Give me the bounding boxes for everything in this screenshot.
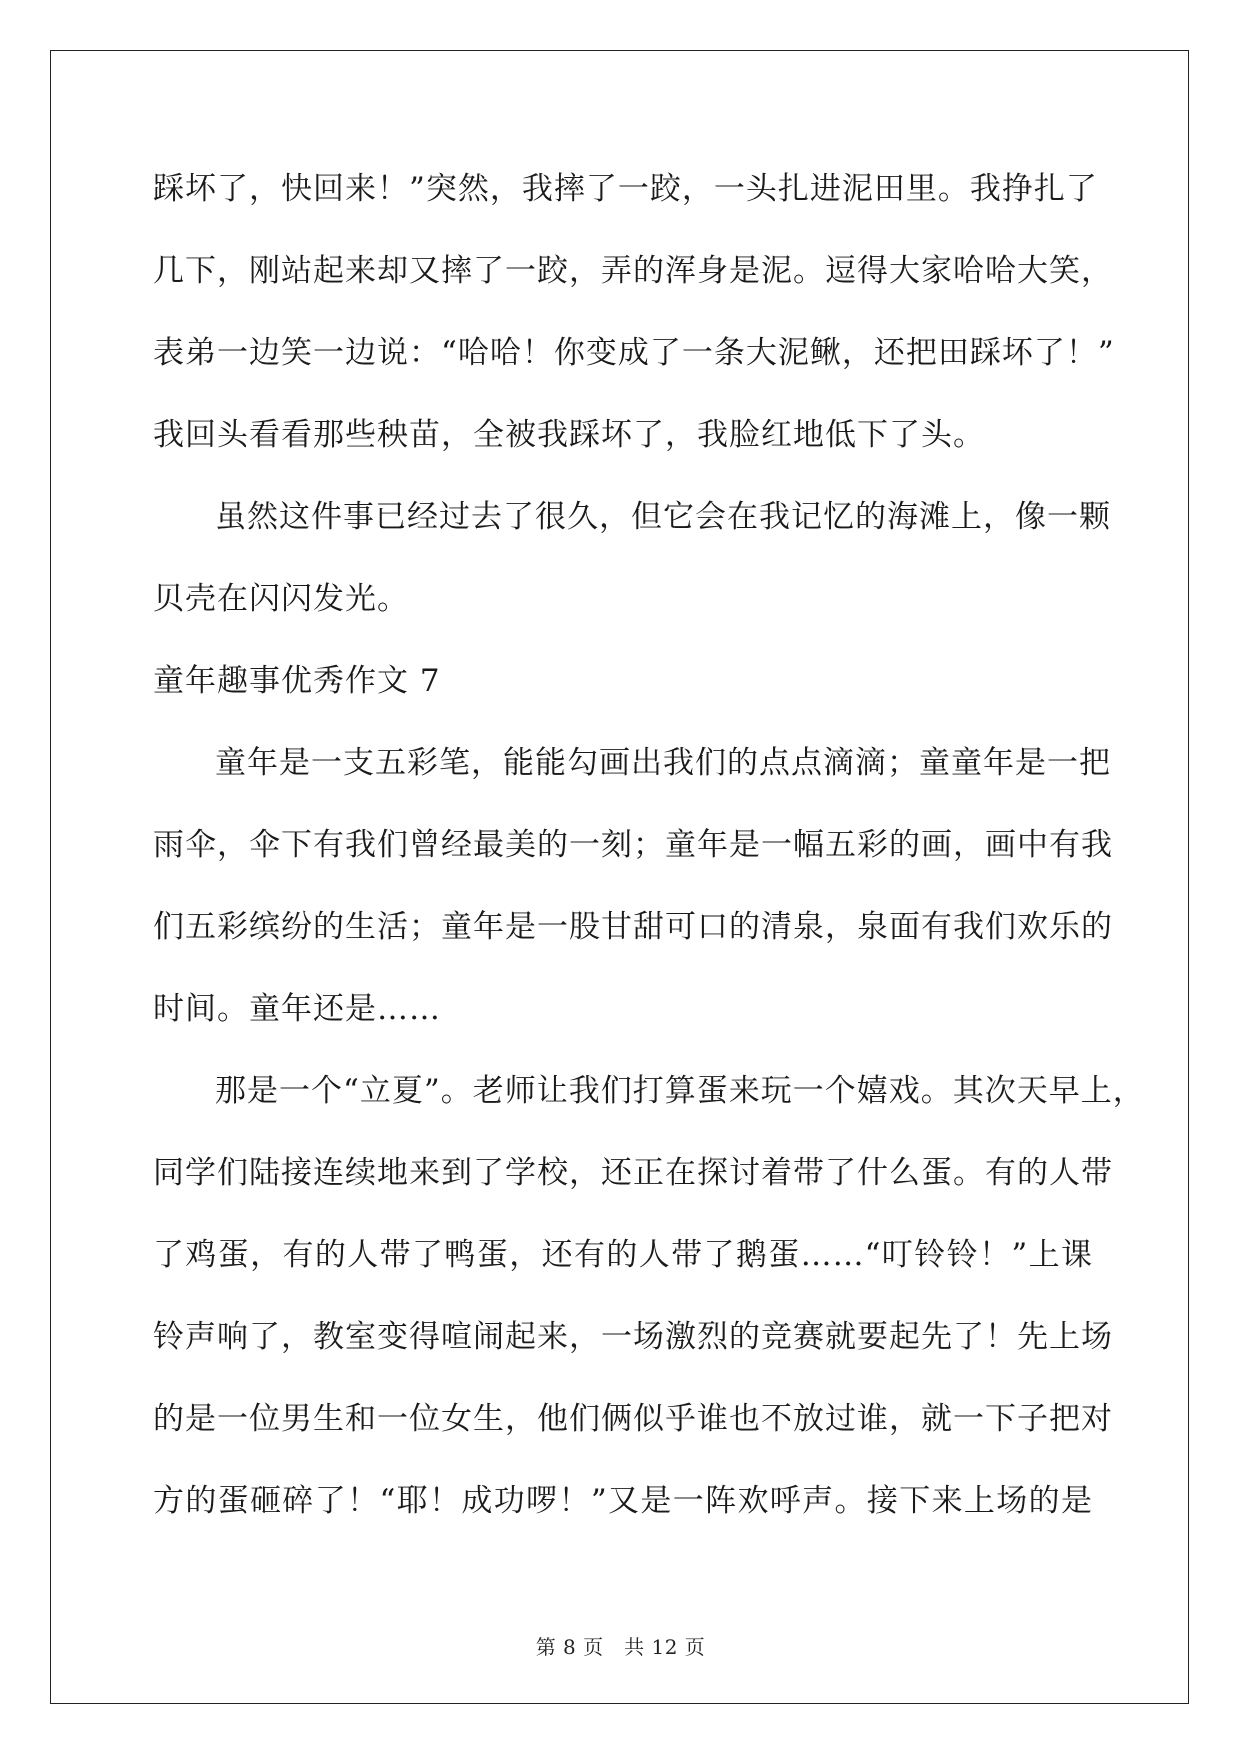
text-line: 踩坏了，快回来！”突然，我摔了一跤，一头扎进泥田里。我挣扎了: [153, 171, 1098, 207]
text-line: 的是一位男生和一位女生，他们俩似乎谁也不放过谁，就一下子把对: [153, 1401, 1113, 1437]
text-line: 我回头看看那些秧苗，全被我踩坏了，我脸红地低下了头。: [153, 417, 985, 453]
document-body: [153, 148, 1145, 1542]
text-line: 时间。童年还是……: [153, 991, 441, 1027]
text-line: 贝壳在闪闪发光。: [153, 581, 409, 617]
text-line: 了鸡蛋，有的人带了鸭蛋，还有的人带了鹅蛋……“叮铃铃！”上课: [153, 1237, 1093, 1273]
text-line: 几下，刚站起来却又摔了一跤，弄的浑身是泥。逗得大家哈哈大笑，: [153, 253, 1113, 289]
text-line: 们五彩缤纷的生活；童年是一股甘甜可口的清泉，泉面有我们欢乐的: [153, 909, 1113, 945]
text-line: 铃声响了，教室变得喧闹起来，一场激烈的竞赛就要起先了！先上场: [153, 1319, 1113, 1355]
text-line: 方的蛋砸碎了！“耶！成功啰！”又是一阵欢呼声。接下来上场的是: [153, 1483, 1093, 1519]
paragraph-start-line: 童年是一支五彩笔，能能勾画出我们的点点滴滴；童童年是一把: [215, 745, 1111, 781]
section-heading: 童年趣事优秀作文 7: [153, 663, 441, 699]
paragraph-start-line: 那是一个“立夏”。老师让我们打算蛋来玩一个嬉戏。其次天早上，: [215, 1073, 1145, 1109]
text-line: 表弟一边笑一边说：“哈哈！你变成了一条大泥鳅，还把田踩坏了！”: [153, 335, 1115, 371]
text-line: 同学们陆接连续地来到了学校，还正在探讨着带了什么蛋。有的人带: [153, 1155, 1113, 1191]
paragraph-start-line: 虽然这件事已经过去了很久，但它会在我记忆的海滩上，像一颗: [215, 499, 1111, 535]
text-line: 雨伞，伞下有我们曾经最美的一刻；童年是一幅五彩的画，画中有我: [153, 827, 1113, 863]
page-number-footer: 第 8 页 共 12 页: [535, 1635, 706, 1659]
